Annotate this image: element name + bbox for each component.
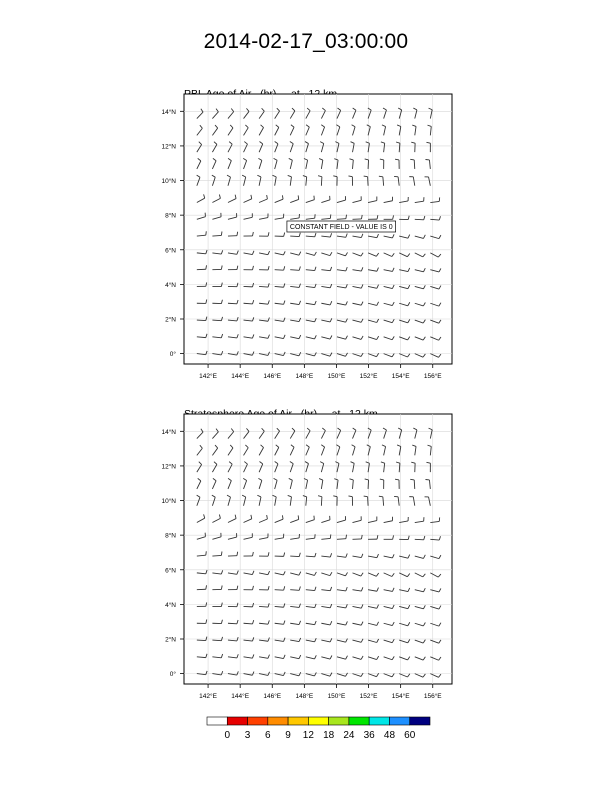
annotation-text: CONSTANT FIELD - VALUE IS 0 (289, 224, 393, 231)
colorbar-label: 9 (285, 730, 291, 741)
wind-barb-flag (410, 479, 414, 480)
x-tick-label: 144°E (231, 373, 250, 380)
wind-barb-flag (221, 232, 222, 236)
wind-barb-shaft (259, 606, 268, 607)
wind-barb-shaft (414, 160, 415, 169)
wind-barb-shaft (415, 219, 424, 220)
colorbar-swatch (207, 717, 227, 725)
constant-field-annotation (287, 221, 396, 232)
wind-barb-flag (410, 159, 414, 160)
x-tick-label: 146°E (263, 693, 282, 700)
panel-1-map (161, 94, 452, 380)
wind-barb-shaft (415, 539, 424, 540)
colorbar-swatch (329, 717, 349, 725)
x-tick-label: 142°E (199, 373, 217, 380)
colorbar-label: 18 (323, 730, 335, 741)
wind-barb-shaft (321, 177, 322, 186)
y-tick-label: 14°N (161, 108, 176, 116)
panel-2-map (161, 414, 452, 700)
x-tick-label: 156°E (423, 373, 442, 380)
x-tick-label: 154°E (391, 373, 410, 380)
wind-barb-shaft (228, 303, 237, 304)
x-tick-label: 148°E (295, 693, 314, 700)
wind-barb-shaft (228, 623, 237, 624)
colorbar-label: 0 (224, 730, 231, 741)
wind-barb-flag (379, 496, 383, 497)
x-tick-label: 150°E (327, 373, 346, 380)
y-tick-label: 8°N (165, 532, 176, 540)
wind-barb-flag (298, 515, 299, 519)
colorbar-label: 12 (302, 730, 314, 741)
y-tick-label: 12°N (161, 143, 176, 151)
wind-barb-shaft (337, 219, 346, 220)
wind-barb-flag (346, 535, 347, 539)
y-tick-label: 0° (169, 351, 176, 359)
x-tick-label: 146°E (263, 373, 282, 380)
colorbar-swatch (248, 717, 268, 725)
wind-barb-shaft (259, 286, 268, 287)
x-tick-label: 150°E (327, 693, 346, 700)
x-tick-label: 154°E (391, 693, 410, 700)
colorbar-label: 24 (343, 730, 355, 741)
y-tick-label: 0° (169, 671, 176, 679)
y-tick-label: 10°N (161, 178, 176, 186)
x-tick-label: 148°E (295, 373, 314, 380)
colorbar-label: 6 (265, 730, 271, 741)
wind-barb-flag (346, 215, 347, 219)
colorbar-swatch (349, 717, 369, 725)
x-tick-label: 152°E (359, 693, 378, 700)
y-tick-label: 12°N (161, 463, 176, 471)
panel-2-frame (184, 414, 452, 684)
colorbar-swatch (410, 717, 430, 725)
wind-barb-flag (298, 195, 299, 199)
x-tick-label: 156°E (423, 693, 442, 700)
wind-barb-shaft (212, 555, 221, 556)
colorbar-label: 60 (404, 730, 416, 741)
colorbar-label: 3 (244, 730, 251, 741)
wind-barb-shaft (337, 539, 346, 540)
y-tick-label: 2°N (165, 316, 176, 324)
colorbar-swatch (227, 717, 247, 725)
x-tick-label: 144°E (231, 693, 250, 700)
page-title: 2014-02-17_03:00:00 (203, 30, 409, 53)
wind-barb-flag (282, 195, 283, 199)
y-tick-label: 4°N (165, 601, 176, 609)
y-tick-label: 14°N (161, 428, 176, 436)
wind-barb-shaft (414, 480, 415, 489)
wind-barb-shaft (212, 235, 221, 236)
y-tick-label: 10°N (161, 498, 176, 506)
y-tick-label: 8°N (165, 212, 176, 220)
colorbar (207, 717, 430, 741)
x-tick-label: 152°E (359, 373, 378, 380)
colorbar-label: 48 (383, 730, 396, 741)
colorbar-swatch (288, 717, 308, 725)
y-tick-label: 6°N (165, 567, 176, 575)
y-tick-label: 6°N (165, 247, 176, 255)
colorbar-swatch (369, 717, 389, 725)
y-tick-label: 4°N (165, 281, 176, 289)
wind-barb-shaft (290, 236, 299, 237)
colorbar-swatch (308, 717, 328, 725)
wind-barb-flag (221, 552, 222, 556)
colorbar-swatch (389, 717, 409, 725)
y-tick-label: 2°N (165, 636, 176, 644)
colorbar-swatch (268, 717, 288, 725)
colorbar-label: 36 (363, 730, 375, 741)
x-tick-label: 142°E (199, 693, 217, 700)
wind-barb-shaft (321, 497, 322, 506)
wind-barb-flag (379, 176, 383, 177)
wind-barb-flag (282, 515, 283, 519)
wind-barb-shaft (290, 556, 299, 557)
